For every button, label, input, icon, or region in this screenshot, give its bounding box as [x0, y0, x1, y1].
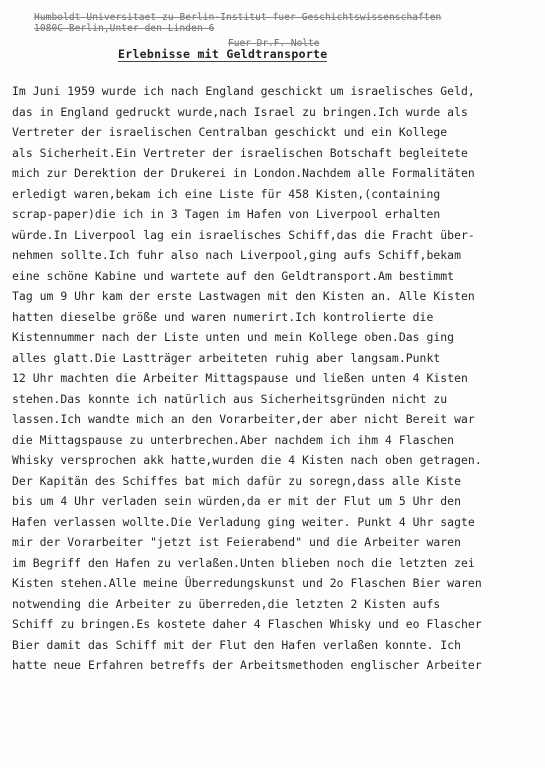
- text-line: 12 Uhr machten die Arbeiter Mittagspause und ließen unten 4 Kisten: [12, 371, 468, 385]
- text-line: Tag um 9 Uhr kam der erste Lastwagen mit den Kisten an. Alle Kisten: [12, 289, 475, 303]
- text-line: Schiff zu bringen.Es kostete daher 4 Flaschen Whisky und eo Flascher: [12, 617, 482, 631]
- text-line: scrap-paper)die ich in 3 Tagen im Hafen von Liverpool erhalten: [12, 207, 441, 221]
- text-line: Whisky versprochen akk hatte,wurden die 4 Kisten nach oben getragen.: [12, 453, 482, 467]
- recipient-note: Fuer Dr.F. Nolte: [228, 38, 320, 49]
- text-line: Bier damit das Schiff mit der Flut den Hafen verlaßen konnte. Ich: [12, 637, 462, 652]
- text-line: mir der Vorarbeiter "jetzt ist Feierabend" und die Arbeiter waren: [12, 535, 462, 549]
- text-line: eine schöne Kabine und wartete auf den Geldtransport.Am bestimmt: [12, 268, 455, 283]
- text-line: das in England gedruckt wurde,nach Israel zu bringen.Ich wurde als: [12, 104, 468, 119]
- text-line: Hafen verlassen wollte.Die Verladung ging weiter. Punkt 4 Uhr sagte: [12, 514, 475, 529]
- text-line: stehen.Das konnte ich natürlich aus Sicherheitsgründen nicht zu: [12, 391, 448, 406]
- text-line: notwending die Arbeiter zu überreden,die letzten 2 Kisten aufs: [12, 596, 441, 611]
- letterhead-address: 1080C Berlin,Unter den Linden 6: [34, 23, 215, 34]
- text-line: lassen.Ich wandte mich an den Vorarbeiter,der aber nicht Bereit war: [12, 412, 475, 426]
- text-line: hatten dieselbe größe und waren numerirt.Ich kontrolierte die: [12, 309, 434, 324]
- text-line: die Mittagspause zu unterbrechen.Aber nachdem ich ihm 4 Flaschen: [12, 432, 455, 447]
- text-line: Vertreter der israelischen Centralban geschickt und ein Kollege: [12, 125, 448, 139]
- text-line: als Sicherheit.Ein Vertreter der israelischen Botschaft begleitete: [12, 145, 468, 160]
- text-line: würde.In Liverpool lag ein israelisches Schiff,das die Fracht über-: [12, 227, 475, 242]
- text-line: mich zur Derektion der Drukerei in London.Nachdem alle Formalitäten: [12, 166, 475, 180]
- text-line: Kisten stehen.Alle meine Überredungskunst und 2o Flaschen Bier waren: [12, 576, 482, 590]
- text-line: Der Kapitän des Schiffes bat mich dafür zu soregn,dass alle Kiste: [12, 473, 462, 488]
- text-line: bis um 4 Uhr verladen sein würden,da er mit der Flut um 5 Uhr den: [12, 494, 462, 508]
- text-line: Im Juni 1959 wurde ich nach England geschickt um israelisches Geld,: [12, 84, 475, 98]
- letterhead-institution: Humboldt Universitaet zu Berlin-Institut fuer Geschichtswissenschaften: [34, 12, 442, 23]
- document-title: Erlebnisse mit Geldtransporte: [118, 47, 328, 61]
- text-line: nehmen sollte.Ich fuhr also nach Liverpool,ging aufs Schiff,bekam: [12, 248, 462, 262]
- text-line: erledigt waren,bekam ich eine Liste für 458 Kisten,(containing: [12, 186, 441, 201]
- letterhead: [34, 12, 534, 34]
- text-line: Kistennummer nach der Liste unten und mein Kollege oben.Das ging: [12, 330, 455, 344]
- document-body: [12, 81, 536, 676]
- text-line: im Begriff den Hafen zu verlaßen.Unten blieben noch die letzten zei: [12, 555, 475, 570]
- text-line: hatte neue Erfahren betreffs der Arbeitsmethoden englischer Arbeiter: [12, 658, 482, 672]
- text-line: alles glatt.Die Lastträger arbeiteten ruhig aber langsam.Punkt: [12, 350, 441, 365]
